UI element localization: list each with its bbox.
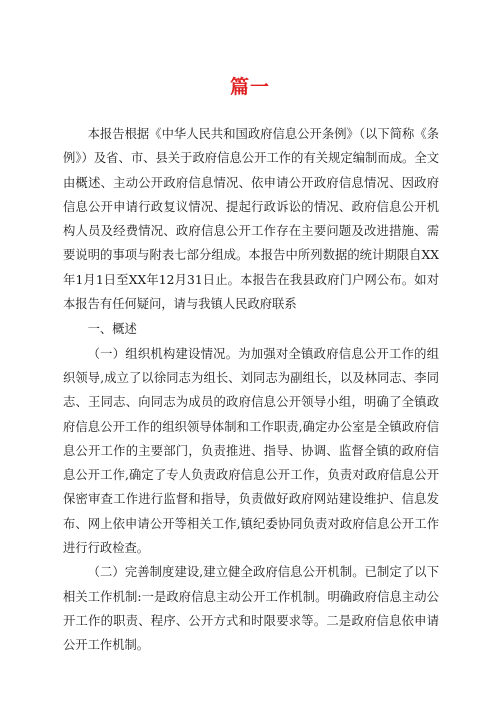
section-heading-overview: 一、概述	[87, 322, 137, 337]
document-body	[63, 122, 439, 658]
paragraph-organization: （一）组织机构建设情况。为加强对全镇政府信息公开工作的组织领导,成立了以徐同志为组长、刘同志为副组长，以及林同志、李同志、王同志、向同志为成员的政府信息公开领导小组，明确了全镇政府信息公开工作的组织领导体制和工作职责,确定办公室是全镇政府信息公开工作的主要部门，负责推进、指导、协调、监督全镇的政府信息公开工作,确定了专人负责政府信息公开工作，负责对政府信息公开保密审查工作进行监督和指导，负责做好政府网站建设维护、信息发布、网上依申请公开等相关工作,镇纪委协同负责对政府信息公开工作进行行政检查。	[63, 346, 439, 556]
intro-paragraph: 本报告根据《中华人民共和国政府信息公开条例》（以下简称《条例》）及省、市、县关于政府信息公开工作的有关规定编制而成。全文由概述、主动公开政府信息情况、依申请公开政府信息情况、因政府信息公开申请行政复议情况、提起行政诉讼的情况、政府信息公开机构人员及经费情况、政府信息公开工作存在主要问题及改进措施、需要说明的事项与附表七部分组成。本报告中所列数据的统计期限自XX年1月1日至XX年12月31日止。本报告在我县政府门户网公布。如对本报告有任何疑问，请与我镇人民政府联系	[63, 127, 439, 312]
document-title: 篇一	[229, 76, 270, 98]
paragraph-system-building: （二）完善制度建设,建立健全政府信息公开机制。已制定了以下相关工作机制:一是政府信息主动公开工作机制。明确政府信息主动公开工作的职责、程序、公开方式和时限要求等。二是政府信息依申请公开工作机制。	[63, 565, 439, 653]
